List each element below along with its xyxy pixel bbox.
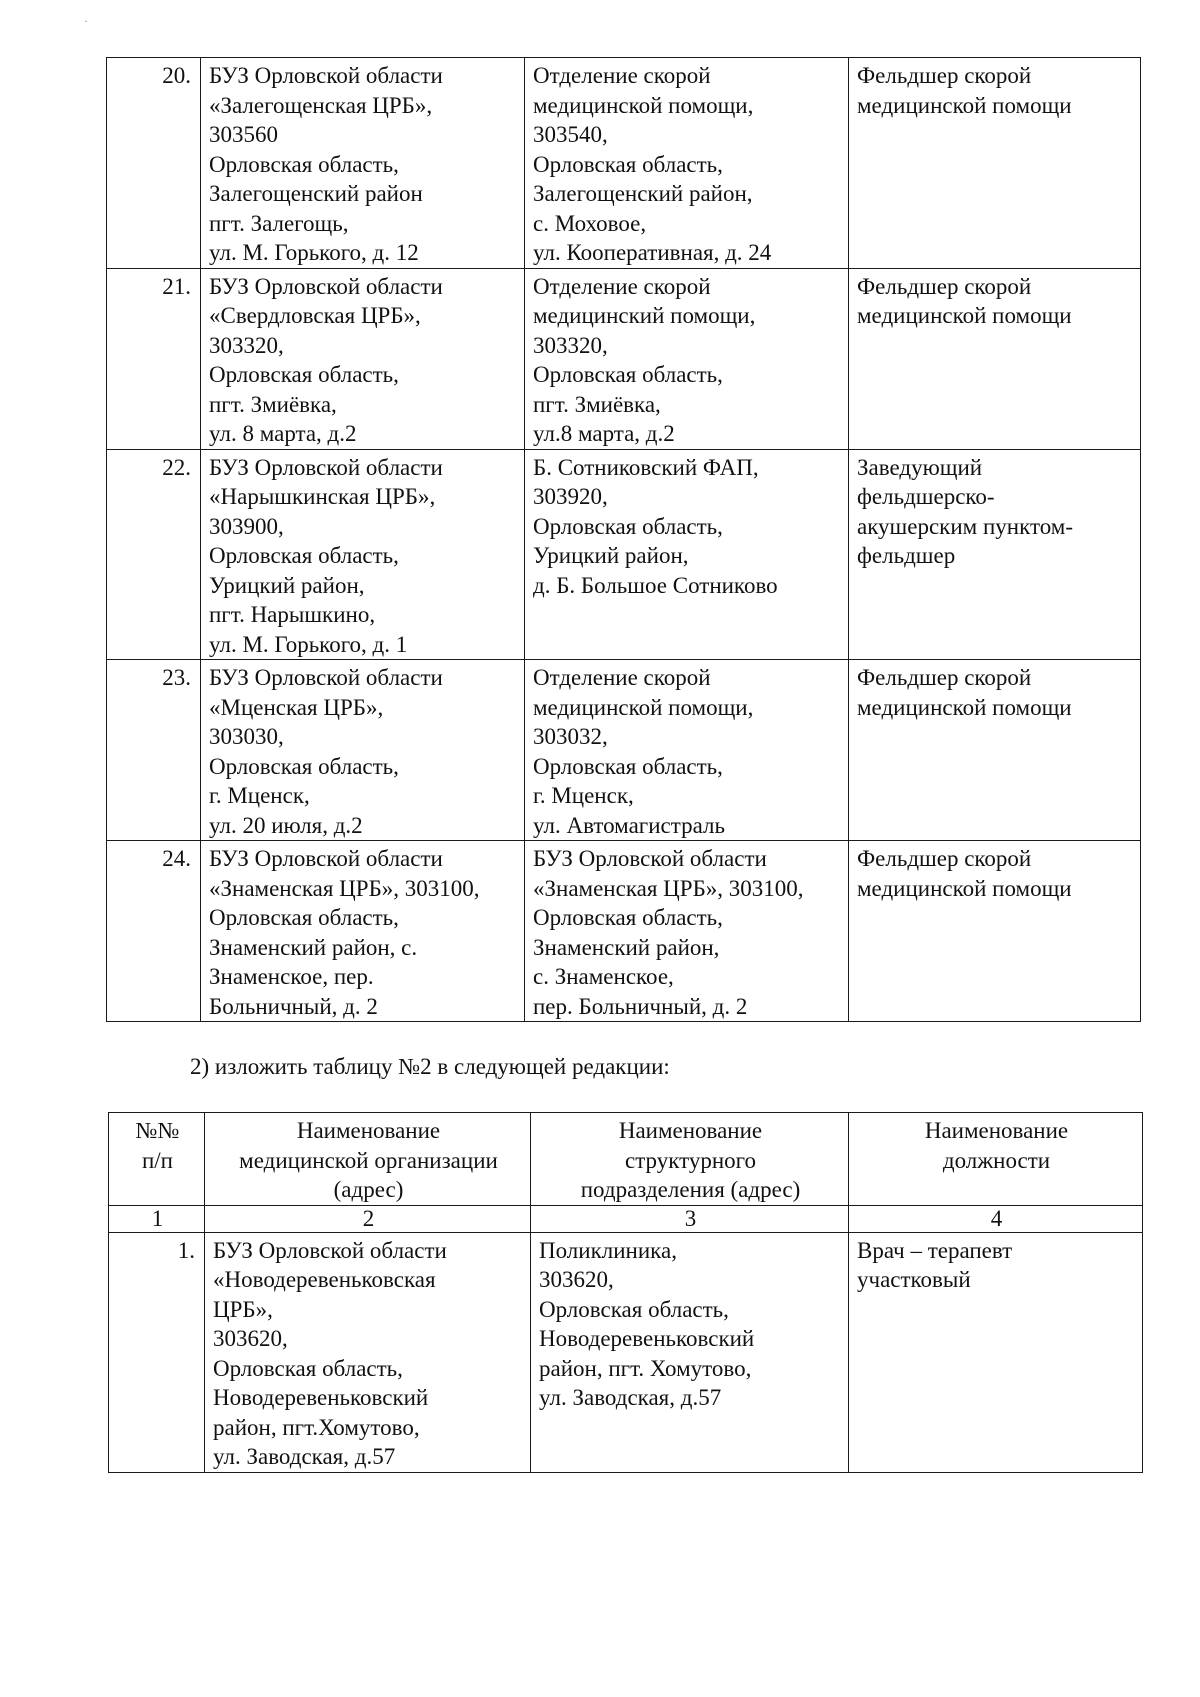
row-number: 20. [107,58,201,269]
subdivision-cell [525,268,849,449]
subdivision-cell [525,58,849,269]
subdivision-cell-line: медицинской помощи, [533,694,754,720]
organization-cell-line: ул. М. Горького, д. 1 [209,631,408,657]
row-number: 24. [107,841,201,1022]
position-cell [849,841,1141,1022]
row-number: 21. [107,268,201,449]
position-cell-line: Фельдшер скорой [857,273,1032,299]
organization-cell [201,841,525,1022]
subdivision-cell-line: Орловская область, [533,513,723,539]
organization-cell-line: пгт. Залегощь, [209,210,349,236]
organization-cell [201,449,525,660]
organization-cell-line: БУЗ Орловской области [209,846,443,871]
organization-cell-line: Орловская область, [209,753,399,779]
column-header-line: должности [942,1147,1051,1173]
position-cell-line: медицинской помощи [857,303,1072,328]
table-row [107,841,1141,1022]
column-index: 4 [849,1205,1143,1232]
organization-cell-line: «Свердловская ЦРБ», [209,303,421,328]
organization-cell-line: БУЗ Орловской области [209,63,443,88]
row-number: 23. [107,660,201,841]
subdivision-cell-line: Знаменский район, [533,934,720,960]
organization-cell-line: Знаменский район, с. [209,934,418,960]
organization-cell-line: Урицкий район, [209,572,365,598]
subdivision-cell-line: Поликлиника, [539,1237,677,1263]
organization-cell-line: г. Мценск, [209,783,310,808]
organization-cell-line: район, пгт.Хомутово, [213,1414,420,1440]
column-header [849,1113,1143,1206]
subdivision-cell [525,660,849,841]
position-cell-line: Врач – терапевт [857,1237,1013,1263]
subdivision-cell-line: пер. Больничный, д. 2 [533,993,748,1019]
subdivision-cell-line: с. Моховое, [533,210,647,236]
table-2-body [109,1113,1143,1473]
subdivision-cell-line: Отделение скорой [533,665,711,690]
column-header [109,1113,205,1206]
position-cell-line: медицинской помощи [857,694,1072,720]
subdivision-cell-line: 303620, [539,1267,614,1292]
column-index: 1 [109,1205,205,1232]
organization-cell-line: БУЗ Орловской области [209,273,443,299]
subdivision-cell-line: Орловская область, [533,753,723,779]
subdivision-cell-line: Орловская область, [533,151,723,177]
position-cell [849,660,1141,841]
organization-cell-line: ул. 8 марта, д.2 [209,421,357,446]
column-index: 2 [205,1205,531,1232]
column-header [205,1113,531,1206]
position-cell [849,449,1141,660]
subdivision-cell-line: БУЗ Орловской области [533,846,767,871]
organization-cell-line: Орловская область, [213,1355,403,1381]
subdivision-cell-line: 303920, [533,484,608,509]
subdivision-cell-line: ул. Кооперативная, д. 24 [533,240,772,265]
subdivision-cell-line: Отделение скорой [533,273,711,299]
column-header-line: Наименование [618,1118,763,1143]
organization-cell-line: «Новодеревеньковская [213,1267,436,1292]
subdivision-cell-line: ул.8 марта, д.2 [533,421,675,446]
column-header [531,1113,849,1206]
table-2 [108,1112,1143,1473]
table-1-body [107,58,1141,1022]
subdivision-cell-line: район, пгт. Хомутово, [539,1355,752,1381]
position-cell-line: Заведующий [857,454,983,480]
position-cell-line: фельдшер [857,543,956,568]
subdivision-cell-line: Орловская область, [533,362,723,387]
organization-cell-line: ЦРБ», [213,1296,273,1322]
organization-cell-line: «Залегощенская ЦРБ», [209,92,433,118]
organization-cell-line: Больничный, д. 2 [209,993,378,1019]
subdivision-cell-line: пгт. Змиёвка, [533,391,661,417]
organization-cell-line: ул. М. Горького, д. 12 [209,240,419,265]
organization-cell [201,268,525,449]
subdivision-cell-line: Б. Сотниковский ФАП, [533,454,759,480]
row-number: 1. [109,1232,205,1472]
subdivision-cell-line: Орловская область, [539,1296,729,1322]
subdivision-cell-line: Залегощенский район, [533,181,753,206]
table-row [107,58,1141,269]
organization-cell-line: ул. Заводская, д.57 [213,1444,396,1469]
position-cell-line: медицинской помощи [857,92,1072,118]
organization-cell-line: Орловская область, [209,543,399,568]
subdivision-cell-line: медицинский помощи, [533,303,756,328]
position-cell-line: Фельдшер скорой [857,665,1032,690]
subdivision-cell-line: 303032, [533,724,608,749]
subdivision-cell-line: д. Б. Большое Сотниково [533,572,778,598]
organization-cell-line: Орловская область, [209,362,399,387]
subdivision-cell-line: Урицкий район, [533,543,689,568]
organization-cell [201,660,525,841]
organization-cell-line: 303900, [209,513,284,539]
subdivision-cell-line: с. Знаменское, [533,964,674,989]
subdivision-cell-line: ул. Заводская, д.57 [539,1385,722,1410]
subdivision-cell-line: Новодеревеньковский [539,1326,755,1351]
organization-cell-line: БУЗ Орловской области [209,454,443,480]
subdivision-cell-line: Орловская область, [533,905,723,930]
column-header-line: (адрес) [333,1177,404,1202]
position-cell-line: Фельдшер скорой [857,846,1032,871]
subdivision-cell-line: Отделение скорой [533,63,711,88]
scan-speck: · [84,14,88,28]
organization-cell-line: 303560 [209,122,278,147]
organization-cell-line: БУЗ Орловской области [209,665,443,690]
position-cell [849,1232,1143,1472]
subdivision-cell-line: г. Мценск, [533,783,634,808]
organization-cell-line: Новодеревеньковский [213,1385,429,1410]
column-header-line: медицинской организации [239,1147,498,1173]
position-cell-line: участковый [857,1267,971,1292]
position-cell [849,58,1141,269]
organization-cell-line: Орловская область, [209,905,399,930]
subdivision-cell-line: 303540, [533,122,608,147]
column-header-line: п/п [141,1147,173,1173]
organization-cell-line: пгт. Нарышкино, [209,602,376,627]
subdivision-cell-line: «Знаменская ЦРБ», 303100, [533,875,804,901]
position-cell-line: Фельдшер скорой [857,63,1032,88]
organization-cell-line: ул. 20 июля, д.2 [209,812,363,838]
instruction-paragraph: 2) изложить таблицу №2 в следующей редакции: [190,1054,670,1079]
position-cell-line: акушерским пунктом- [857,513,1073,539]
table-header-row [109,1113,1143,1206]
organization-cell [201,58,525,269]
column-header-line: Наименование [296,1118,441,1143]
position-cell-line: медицинской помощи [857,875,1072,901]
organization-cell-line: 303030, [209,724,284,749]
organization-cell-line: 303620, [213,1326,288,1351]
column-header-line: Наименование [924,1118,1069,1143]
subdivision-cell-line: ул. Автомагистраль [533,812,725,838]
organization-cell-line: Орловская область, [209,151,399,177]
organization-cell-line: «Нарышкинская ЦРБ», [209,484,436,509]
position-cell-line: фельдшерско- [857,484,995,509]
subdivision-cell [525,449,849,660]
column-header-line: подразделения (адрес) [580,1177,801,1202]
organization-cell-line: Залегощенский район [209,181,423,206]
organization-cell-line: 303320, [209,332,284,358]
organization-cell-line: БУЗ Орловской области [213,1237,447,1263]
column-header-line: №№ [135,1118,180,1143]
subdivision-cell-line: медицинской помощи, [533,92,754,118]
table-row [107,268,1141,449]
organization-cell-line: «Мценская ЦРБ», [209,694,384,720]
table-row [107,660,1141,841]
organization-cell [205,1232,531,1472]
organization-cell-line: Знаменское, пер. [209,964,374,989]
column-index: 3 [531,1205,849,1232]
table-row [109,1232,1143,1472]
subdivision-cell [525,841,849,1022]
column-header-line: структурного [624,1147,757,1173]
table-1 [106,57,1141,1022]
column-index-row [109,1205,1143,1232]
organization-cell-line: «Знаменская ЦРБ», 303100, [209,875,480,901]
row-number: 22. [107,449,201,660]
subdivision-cell-line: 303320, [533,332,608,358]
table-row [107,449,1141,660]
subdivision-cell [531,1232,849,1472]
organization-cell-line: пгт. Змиёвка, [209,391,337,417]
position-cell [849,268,1141,449]
